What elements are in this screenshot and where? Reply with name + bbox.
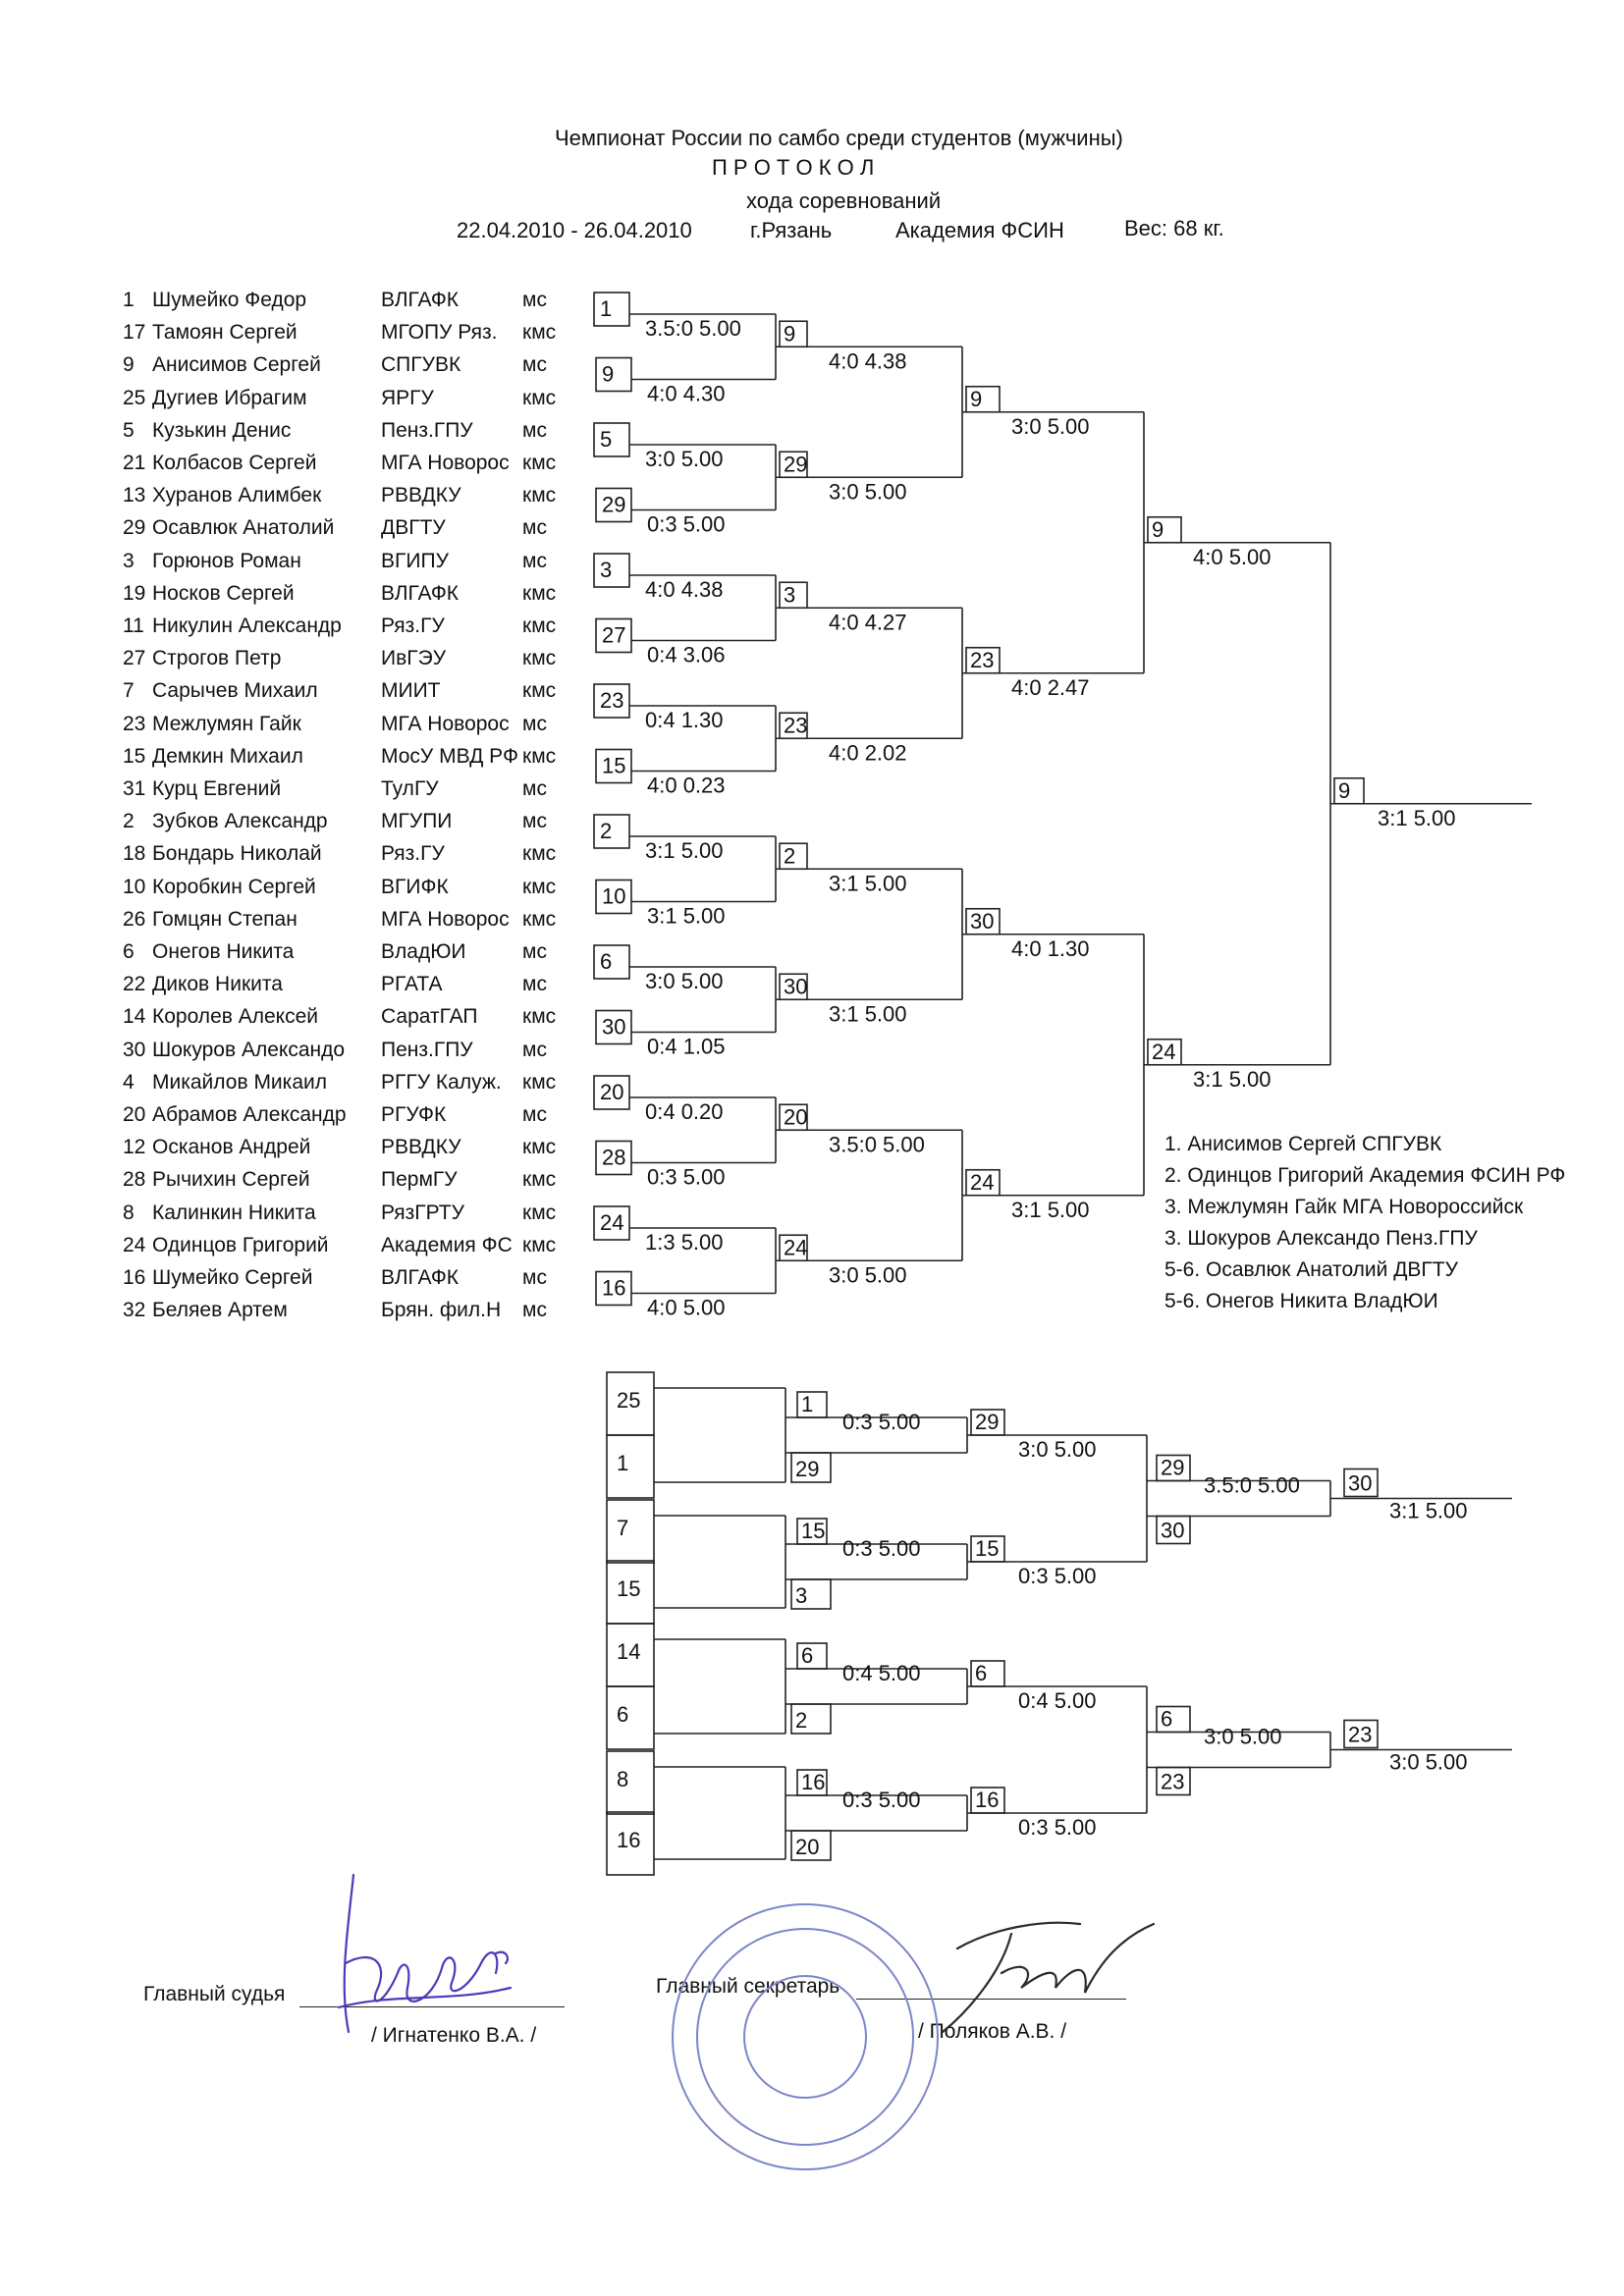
rep-upper-entry: 15 xyxy=(617,1576,641,1601)
round1-score: 1:3 5.00 xyxy=(645,1230,724,1255)
participant-name: Шумейко Сергей xyxy=(152,1266,313,1289)
participant-club: Академия ФС xyxy=(381,1233,513,1256)
participant-number: 10 xyxy=(123,875,146,898)
participant-rank: кмс xyxy=(522,386,557,409)
participant-number: 9 xyxy=(123,353,135,377)
round2-score: 4:0 2.02 xyxy=(829,740,907,766)
round1-winner: 10 xyxy=(602,883,626,909)
rep-upper-r3-score: 3.5:0 5.00 xyxy=(1204,1472,1300,1498)
round2-score: 4:0 4.38 xyxy=(829,348,907,374)
rep-upper-r1-score: 0:3 5.00 xyxy=(842,1536,921,1561)
rep-upper-r2-box xyxy=(971,1536,1004,1562)
round3-score: 4:0 2.47 xyxy=(1011,674,1090,700)
participant-club: МГОПУ Ряз. xyxy=(381,321,498,345)
competition-dates: 22.04.2010 - 26.04.2010 xyxy=(457,218,692,242)
participant-number: 28 xyxy=(123,1168,146,1192)
participant-club: РязГРТУ xyxy=(381,1201,464,1224)
rep-lower-r1-bottom: 2 xyxy=(795,1708,808,1733)
participant-name: Шокуров Александо xyxy=(152,1038,346,1061)
rep-upper-r2-box xyxy=(971,1410,1004,1435)
participant-rank: кмс xyxy=(522,1201,557,1224)
participant-rank: мс xyxy=(522,549,547,572)
round1-winner: 20 xyxy=(600,1080,624,1104)
participant-number: 19 xyxy=(123,581,146,605)
chief-judge-signature-line xyxy=(299,2006,565,2007)
participant-number: 21 xyxy=(123,452,146,474)
participant-club: ДВГТУ xyxy=(381,516,446,540)
chief-secretary-label: Главный секретарь xyxy=(656,1975,840,1998)
round3-score: 3:1 5.00 xyxy=(1011,1197,1090,1222)
participant-club: МосУ МВД РФ xyxy=(381,744,518,768)
rep-upper-entry: 1 xyxy=(617,1451,629,1475)
rep-lower-r2-box xyxy=(971,1661,1004,1686)
rep-upper-r1-box xyxy=(797,1392,827,1417)
participant-number: 29 xyxy=(123,516,146,540)
round3-winner: 9 xyxy=(970,386,983,411)
secretary-signature xyxy=(943,1923,1154,2032)
round4-winner: 24 xyxy=(1152,1039,1176,1064)
participant-name: Осканов Андрей xyxy=(152,1136,311,1159)
round1-winner: 29 xyxy=(602,492,626,517)
rep-lower-entry: 16 xyxy=(617,1828,641,1852)
participant-rank: кмс xyxy=(522,842,557,866)
participant-club: Ряз.ГУ xyxy=(381,842,445,866)
participant-number: 17 xyxy=(123,321,146,345)
participant-rank: мс xyxy=(522,516,547,540)
participant-rank: кмс xyxy=(522,1136,557,1159)
participant-name: Демкин Михаил xyxy=(152,744,303,768)
participant-club: СаратГАП xyxy=(381,1005,478,1029)
participant-number: 5 xyxy=(123,418,135,442)
rep-lower-r2-box xyxy=(971,1788,1004,1813)
round3-winner: 23 xyxy=(970,647,995,672)
participant-rank: мс xyxy=(522,777,547,800)
round1-winner: 16 xyxy=(602,1275,626,1301)
participant-club: ТулГУ xyxy=(381,777,439,800)
participant-number: 30 xyxy=(123,1038,146,1061)
competition-venue: Академия ФСИН xyxy=(895,218,1064,242)
participant-name: Тамоян Сергей xyxy=(152,321,298,345)
protocol-heading: П Р О Т О К О Л xyxy=(712,155,875,180)
participant-club: ВГИПУ xyxy=(381,549,449,572)
participant-rank: кмс xyxy=(522,484,557,507)
participant-number: 12 xyxy=(123,1136,146,1159)
participant-club: ИвГЭУ xyxy=(381,647,447,670)
participant-number: 7 xyxy=(123,679,135,703)
weight-category: Вес: 68 кг. xyxy=(1124,216,1224,240)
round2-winner: 9 xyxy=(784,321,796,347)
rep-upper-final-winner: 30 xyxy=(1348,1470,1373,1496)
participant-club: ПермГУ xyxy=(381,1168,458,1192)
participant-rank: мс xyxy=(522,289,547,311)
participant-rank: кмс xyxy=(522,321,557,345)
rep-lower-entry: 14 xyxy=(617,1639,641,1664)
round1-score: 0:3 5.00 xyxy=(647,511,726,537)
round1-score: 0:3 5.00 xyxy=(647,1164,726,1190)
round1-winner: 23 xyxy=(600,688,624,713)
participant-club: СПГУВК xyxy=(381,353,461,377)
participant-rank: мс xyxy=(522,353,547,377)
rep-lower-entry-box xyxy=(607,1812,654,1875)
rep-lower-r1-bottom: 20 xyxy=(795,1835,820,1859)
participant-rank: кмс xyxy=(522,744,557,768)
participant-number: 8 xyxy=(123,1201,135,1224)
rep-upper-entry-box xyxy=(607,1500,654,1563)
rep-lower-r1-box xyxy=(797,1643,827,1669)
placing-2: 2. Одинцов Григорий Академия ФСИН РФ xyxy=(1164,1164,1566,1187)
participant-name: Калинкин Никита xyxy=(152,1201,316,1224)
round1-winner: 30 xyxy=(602,1014,626,1040)
round1-score: 3:1 5.00 xyxy=(645,838,724,863)
participant-number: 32 xyxy=(123,1299,146,1322)
participant-name: Онегов Никита xyxy=(152,940,295,963)
final-score: 3:1 5.00 xyxy=(1378,805,1456,830)
rep-lower-r3-top: 6 xyxy=(1161,1706,1173,1732)
participant-number: 23 xyxy=(123,712,146,735)
participant-number: 4 xyxy=(123,1070,135,1094)
participant-club: МИИТ xyxy=(381,679,441,703)
round2-winner: 20 xyxy=(784,1104,808,1130)
participant-club: РГГУ Калуж. xyxy=(381,1070,502,1094)
rep-upper-r2-winner: 29 xyxy=(975,1410,1000,1434)
round2-winner: 24 xyxy=(784,1235,808,1260)
round2-score: 3:1 5.00 xyxy=(829,1001,907,1027)
participant-name: Курц Евгений xyxy=(152,777,282,800)
round2-winner: 2 xyxy=(784,843,796,869)
participant-name: Беляев Артем xyxy=(152,1299,288,1322)
participant-club: РГАТА xyxy=(381,973,443,996)
rep-upper-entry: 25 xyxy=(617,1388,641,1413)
participant-club: ВЛГАФК xyxy=(381,581,460,605)
rep-upper-entry: 7 xyxy=(617,1516,629,1540)
participant-name: Микайлов Микаил xyxy=(152,1070,327,1094)
round2-score: 3:0 5.00 xyxy=(829,1262,907,1288)
participant-club: ВГИФК xyxy=(381,875,449,898)
rep-lower-r3-box xyxy=(1157,1707,1190,1733)
rep-upper-entry-box xyxy=(607,1561,654,1624)
participant-name: Межлумян Гайк xyxy=(152,712,301,735)
chief-judge-name: / Игнатенко В.А. / xyxy=(371,2024,537,2047)
rep-upper-final-box xyxy=(1344,1469,1378,1497)
round2-winner: 29 xyxy=(784,452,808,477)
participant-club: ЯРГУ xyxy=(381,386,434,409)
participant-number: 2 xyxy=(123,810,135,833)
round1-score: 3.5:0 5.00 xyxy=(645,316,741,341)
rep-lower-final-winner: 23 xyxy=(1348,1722,1373,1747)
participant-club: МГУПИ xyxy=(381,810,453,833)
rep-lower-entry: 8 xyxy=(617,1767,629,1791)
rep-upper-r1-box xyxy=(797,1519,827,1544)
round1-score: 3:1 5.00 xyxy=(647,903,726,929)
round2-score: 4:0 4.27 xyxy=(829,610,907,635)
round2-score: 3:1 5.00 xyxy=(829,871,907,896)
participant-number: 18 xyxy=(123,842,146,866)
participant-club: РВВДКУ xyxy=(381,484,461,507)
participant-number: 22 xyxy=(123,973,146,996)
round1-winner: 6 xyxy=(600,949,613,974)
rep-upper-entry-box xyxy=(607,1372,654,1435)
document-subtitle: хода соревнований xyxy=(746,188,942,213)
participant-number: 31 xyxy=(123,777,146,800)
rep-lower-r2-winner: 6 xyxy=(975,1661,988,1685)
participant-name: Осавлюк Анатолий xyxy=(152,516,335,540)
rep-upper-r3-bottom: 30 xyxy=(1161,1518,1185,1543)
participant-rank: кмс xyxy=(522,581,557,605)
rep-lower-entry: 6 xyxy=(617,1702,629,1727)
participant-name: Колбасов Сергей xyxy=(152,452,317,474)
participant-rank: мс xyxy=(522,418,547,442)
participant-number: 1 xyxy=(123,289,135,311)
participant-rank: кмс xyxy=(522,679,557,703)
round2-winner: 23 xyxy=(784,713,808,738)
round1-score: 0:4 1.05 xyxy=(647,1034,726,1059)
participant-name: Гомцян Степан xyxy=(152,907,298,931)
rep-lower-r3-bottom: 23 xyxy=(1161,1769,1185,1794)
round1-winner: 15 xyxy=(602,753,626,778)
round1-score: 0:4 3.06 xyxy=(647,642,726,667)
rep-lower-r1-top: 6 xyxy=(801,1643,814,1668)
participant-name: Одинцов Григорий xyxy=(152,1233,329,1256)
round1-winner: 2 xyxy=(600,819,613,843)
rep-lower-r2-score: 0:3 5.00 xyxy=(1018,1815,1097,1840)
round1-score: 4:0 0.23 xyxy=(647,773,726,798)
chief-secretary-name: / Поляков А.В. / xyxy=(918,2020,1067,2043)
round2-score: 3.5:0 5.00 xyxy=(829,1132,925,1157)
round3-score: 3:0 5.00 xyxy=(1011,413,1090,439)
round4-score: 3:1 5.00 xyxy=(1193,1066,1272,1092)
participant-number: 3 xyxy=(123,549,135,572)
round3-score: 4:0 1.30 xyxy=(1011,935,1090,961)
round1-score: 3:0 5.00 xyxy=(645,447,724,471)
placing-5-6b: 5-6. Онегов Никита ВладЮИ xyxy=(1164,1290,1438,1312)
rep-lower-r1-box xyxy=(791,1704,831,1734)
final-winner: 9 xyxy=(1338,777,1351,803)
rep-lower-r3-score: 3:0 5.00 xyxy=(1204,1724,1282,1749)
rep-lower-entry-box xyxy=(607,1686,654,1749)
placing-1: 1. Анисимов Сергей СПГУВК xyxy=(1164,1133,1442,1155)
participant-rank: мс xyxy=(522,1038,547,1061)
participant-name: Анисимов Сергей xyxy=(152,353,321,377)
participant-club: МГА Новорос xyxy=(381,712,510,735)
document-title: Чемпионат России по самбо среди студентов (мужчины) xyxy=(555,126,1123,150)
participant-rank: кмс xyxy=(522,1070,557,1094)
round2-winner: 30 xyxy=(784,974,808,999)
participant-club: Пенз.ГПУ xyxy=(381,1038,473,1061)
participant-rank: кмс xyxy=(522,907,557,931)
participant-rank: мс xyxy=(522,712,547,735)
participant-club: РВВДКУ xyxy=(381,1136,461,1159)
participant-rank: кмс xyxy=(522,1168,557,1192)
round3-winner: 24 xyxy=(970,1169,995,1195)
participant-number: 27 xyxy=(123,647,146,670)
round1-winner: 9 xyxy=(602,361,615,387)
participant-rank: мс xyxy=(522,1103,547,1126)
participant-number: 15 xyxy=(123,744,146,768)
rep-lower-r1-box xyxy=(797,1770,827,1795)
participant-rank: мс xyxy=(522,973,547,996)
round1-winner: 3 xyxy=(600,558,613,582)
round1-winner: 27 xyxy=(602,622,626,648)
participant-number: 20 xyxy=(123,1103,146,1126)
participant-name: Кузькин Денис xyxy=(152,418,292,442)
rep-upper-r2-score: 3:0 5.00 xyxy=(1018,1437,1097,1462)
placing-3b: 3. Шокуров Александо Пенз.ГПУ xyxy=(1164,1227,1478,1250)
participant-rank: кмс xyxy=(522,1005,557,1029)
participant-rank: мс xyxy=(522,1266,547,1289)
rep-upper-r1-top: 15 xyxy=(801,1519,826,1543)
rep-lower-r3-box xyxy=(1157,1768,1190,1795)
placing-3a: 3. Межлумян Гайк МГА Новороссийск xyxy=(1164,1196,1524,1218)
round1-winner: 5 xyxy=(600,427,613,452)
participant-rank: мс xyxy=(522,810,547,833)
rep-upper-r1-box xyxy=(791,1453,831,1482)
rep-upper-r1-score: 0:3 5.00 xyxy=(842,1410,921,1434)
rep-upper-r1-bottom: 29 xyxy=(795,1457,820,1481)
participant-club: Пенз.ГПУ xyxy=(381,418,473,442)
participant-name: Рычихин Сергей xyxy=(152,1168,310,1192)
participant-club: ВЛГАФК xyxy=(381,289,460,311)
rep-lower-final-score: 3:0 5.00 xyxy=(1389,1749,1468,1775)
participant-name: Бондарь Николай xyxy=(152,842,322,866)
rep-lower-r2-score: 0:4 5.00 xyxy=(1018,1688,1097,1713)
participant-name: Хуранов Алимбек xyxy=(152,484,322,507)
participant-name: Носков Сергей xyxy=(152,581,295,605)
rep-lower-r1-score: 0:4 5.00 xyxy=(842,1661,921,1685)
participant-name: Сарычев Михаил xyxy=(152,679,318,703)
participant-name: Никулин Александр xyxy=(152,614,342,637)
participant-number: 24 xyxy=(123,1233,146,1256)
round1-score: 3:0 5.00 xyxy=(645,969,724,993)
final-placings xyxy=(1164,1129,1565,1317)
rep-upper-r1-box xyxy=(791,1579,831,1609)
placing-5-6a: 5-6. Осавлюк Анатолий ДВГТУ xyxy=(1164,1258,1458,1281)
rep-lower-r1-box xyxy=(791,1831,831,1860)
participant-name: Коробкин Сергей xyxy=(152,875,316,898)
participant-rank: кмс xyxy=(522,614,557,637)
participant-name: Абрамов Александр xyxy=(152,1103,347,1126)
rep-lower-entry-box xyxy=(607,1624,654,1686)
round1-score: 4:0 4.38 xyxy=(645,577,724,602)
participant-name: Шумейко Федор xyxy=(152,289,307,311)
participant-rank: кмс xyxy=(522,647,557,670)
participant-number: 14 xyxy=(123,1005,146,1029)
round2-winner: 3 xyxy=(784,582,796,608)
participant-name: Диков Никита xyxy=(152,973,283,996)
participant-club: МГА Новорос xyxy=(381,907,510,931)
rep-upper-r3-box xyxy=(1157,1456,1190,1481)
participant-club: МГА Новорос xyxy=(381,452,510,474)
round1-score: 4:0 4.30 xyxy=(647,381,726,406)
round4-score: 4:0 5.00 xyxy=(1193,544,1272,569)
participant-number: 13 xyxy=(123,484,146,507)
participant-number: 11 xyxy=(123,614,144,637)
rep-upper-entry-box xyxy=(607,1435,654,1498)
rep-lower-r2-winner: 16 xyxy=(975,1788,1000,1812)
chief-judge-label: Главный судья xyxy=(143,1983,286,2005)
round1-score: 0:4 0.20 xyxy=(645,1099,724,1124)
participant-rank: кмс xyxy=(522,1233,557,1256)
participant-rank: кмс xyxy=(522,875,557,898)
participant-rank: кмс xyxy=(522,452,557,474)
round4-winner: 9 xyxy=(1152,516,1164,542)
chief-secretary-signature-line xyxy=(856,1999,1126,2000)
participant-name: Дугиев Ибрагим xyxy=(152,386,307,409)
participant-number: 6 xyxy=(123,940,135,963)
rep-upper-r2-winner: 15 xyxy=(975,1536,1000,1561)
round1-winner: 1 xyxy=(600,296,613,321)
rep-upper-r3-top: 29 xyxy=(1161,1455,1185,1480)
rep-upper-r1-top: 1 xyxy=(801,1392,814,1416)
round1-winner: 24 xyxy=(600,1210,624,1235)
rep-lower-r1-top: 16 xyxy=(801,1770,826,1794)
participant-name: Горюнов Роман xyxy=(152,549,301,572)
participant-club: РГУФК xyxy=(381,1103,447,1126)
participant-number: 25 xyxy=(123,386,146,409)
rep-upper-r1-bottom: 3 xyxy=(795,1583,808,1608)
rep-lower-final-box xyxy=(1344,1721,1378,1748)
club-stamp xyxy=(673,1904,938,2169)
round1-score: 0:4 1.30 xyxy=(645,708,724,732)
participant-number: 26 xyxy=(123,907,146,931)
participant-rank: мс xyxy=(522,940,547,963)
judge-signature xyxy=(339,1875,511,2032)
rep-lower-r1-score: 0:3 5.00 xyxy=(842,1788,921,1812)
round1-winner: 28 xyxy=(602,1145,626,1170)
participant-club: Брян. фил.Н xyxy=(381,1299,502,1322)
participant-rank: мс xyxy=(522,1299,547,1322)
rep-upper-final-score: 3:1 5.00 xyxy=(1389,1498,1468,1523)
participant-club: ВЛГАФК xyxy=(381,1266,460,1289)
rep-upper-r3-box xyxy=(1157,1517,1190,1544)
rep-lower-entry-box xyxy=(607,1751,654,1814)
participant-name: Королев Алексей xyxy=(152,1005,319,1029)
round1-score: 4:0 5.00 xyxy=(647,1295,726,1320)
round2-score: 3:0 5.00 xyxy=(829,479,907,505)
competition-city: г.Рязань xyxy=(750,218,833,242)
round3-winner: 30 xyxy=(970,908,995,934)
rep-upper-r2-score: 0:3 5.00 xyxy=(1018,1564,1097,1588)
participant-club: ВладЮИ xyxy=(381,940,466,963)
participant-club: Ряз.ГУ xyxy=(381,614,445,637)
participant-name: Строгов Петр xyxy=(152,647,282,670)
participant-number: 16 xyxy=(123,1266,146,1289)
participant-name: Зубков Александр xyxy=(152,810,328,833)
